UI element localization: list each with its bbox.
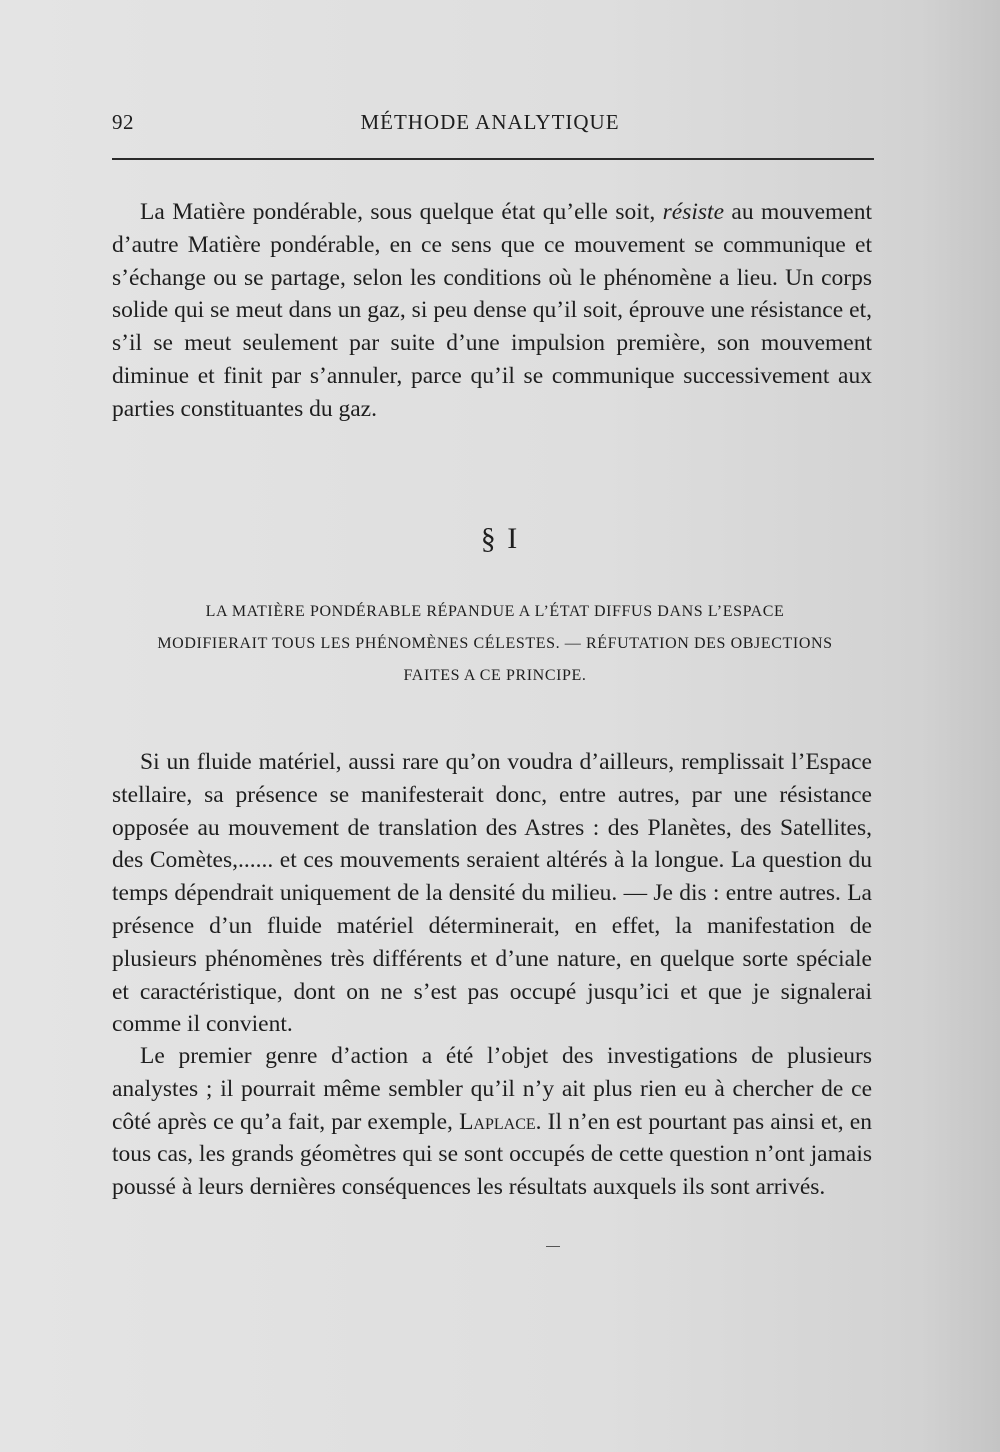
header-rule	[112, 158, 874, 160]
section-title-line-2: MODIFIERAIT TOUS LES PHÉNOMÈNES CÉLESTES. — RÉFUTATION DES OBJECTIONS	[157, 635, 833, 652]
paragraph-3-text-a: Le premier genre d’action a été l’objet des investigations de plusieurs analystes ; il pourrait même sembler qu’il n’y ait plus rien eu à chercher de ce côté après ce qu’a fait, par exemple,	[112, 1043, 872, 1135]
paragraph-1-text-b: au mouvement d’autre Matière pondérable, en ce sens que ce mouvement se communique et s’échange ou se partage, selon les conditions où le phénomène a lieu. Un corps solide qui se meut dans un gaz, si peu dense qu’il soit, éprouve une résistance et, s’il se meut seulement par suite d’une impulsion première, son mouvement diminue et finit par s’annuler, parce qu’il se communique successivement aux parties constituantes du gaz.	[112, 199, 872, 422]
paragraph-1-italic: résiste	[662, 199, 725, 225]
section-title-line-3: FAITES A CE PRINCIPE.	[403, 667, 587, 684]
section-title-line-1: LA MATIÈRE PONDÉRABLE RÉPANDUE A L’ÉTAT DIFFUS DANS L’ESPACE	[205, 603, 785, 620]
paragraph-1	[112, 196, 872, 426]
paragraph-2: Si un fluide matériel, aussi rare qu’on voudra d’ailleurs, remplissait l’Espace stellaire, sa présence se manifesterait donc, entre autres, par une résistance opposée au mouvement de translation des Astres : des Planètes, des Satellites, des Comètes,...... et ces mouvements seraient altérés à la longue. La question du temps dépendrait uniquement de la densité du milieu. — Je dis : entre autres. La présence d’un fluide matériel déterminerait, en effet, la manifestation de plusieurs phénomènes très différents et d’une nature, en quelque sorte spéciale et caractéristique, dont on ne s’est pas occupé jusqu’ici et que je signalerai comme il convient.	[112, 749, 872, 1038]
section-mark: § I	[480, 522, 520, 555]
paragraph-1-text-a: La Matière pondérable, sous quelque état qu’elle soit,	[140, 199, 663, 225]
author-name-laplace: Laplace	[459, 1108, 536, 1135]
running-title: MÉTHODE ANALYTIQUE	[360, 110, 620, 134]
page-number: 92	[112, 110, 134, 134]
paragraph-3	[112, 1040, 872, 1204]
section-title	[130, 596, 860, 692]
end-mark	[546, 1246, 560, 1247]
paragraph-3-text-b: . Il n’en est pourtant pas ainsi et, en tous cas, les grands géomètres qui se sont occupés de cette question n’ont jamais poussé à leurs dernières conséquences les résultats auxquels ils sont arrivés.	[112, 1108, 872, 1201]
